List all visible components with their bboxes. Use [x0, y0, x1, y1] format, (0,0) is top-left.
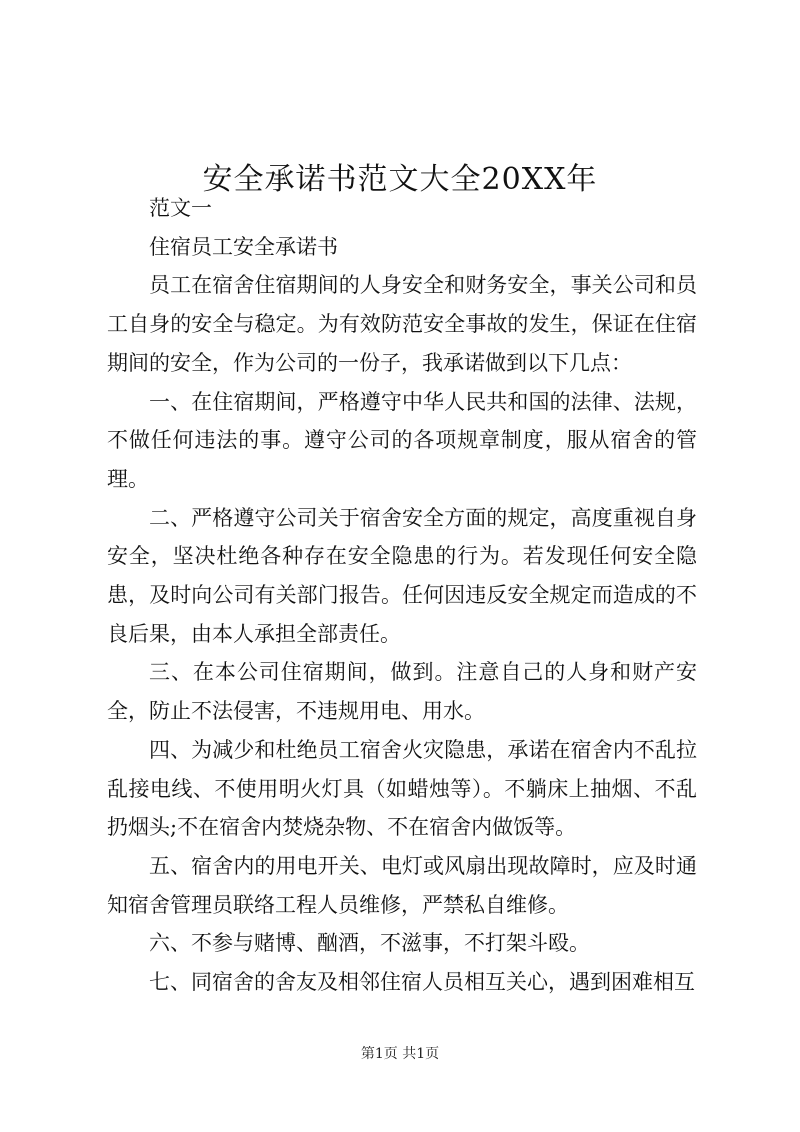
paragraph-subtitle: 住宿员工安全承诺书: [149, 234, 338, 259]
document-title: 安全承诺书范文大全20XX年: [202, 162, 598, 198]
paragraph-sample-heading: 范文一: [149, 196, 212, 220]
paragraph-item-7: 七、同宿舍的舍友及相邻住宿人员相互关心，遇到困难相互: [149, 970, 695, 995]
paragraph-item-5: 五、宿舍内的用电开关、电灯或风扇出现故障时，应及时通知宿舍管理员联络工程人员维修，严禁私自维修。: [107, 853, 697, 917]
document-body: [107, 189, 697, 1002]
paragraph-intro: 员工在宿舍住宿期间的人身安全和财务安全，事关公司和员工自身的安全与稳定。为有效防范安全事故的发生，保证在住宿期间的安全，作为公司的一份子，我承诺做到以下几点：: [107, 273, 697, 375]
paragraph-item-4: 四、为减少和杜绝员工宿舍火灾隐患，承诺在宿舍内不乱拉乱接电线、不使用明火灯具（如蜡烛等）。不躺床上抽烟、不乱扔烟头;不在宿舍内焚烧杂物、不在宿舍内做饭等。: [107, 737, 697, 840]
paragraph-item-2: 二、严格遵守公司关于宿舍安全方面的规定，高度重视自身安全，坚决杜绝各种存在安全隐患的行为。若发现任何安全隐患，及时向公司有关部门报告。任何因违反安全规定而造成的不良后果，由本人承担全部责任。: [107, 505, 697, 646]
paragraph-item-6: 六、不参与赌博、酗酒，不滋事，不打架斗殴。: [149, 931, 590, 956]
paragraph-item-3: 三、在本公司住宿期间，做到。注意自己的人身和财产安全，防止不法侵害，不违规用电、用水。: [107, 660, 697, 724]
page-footer: 第1页 共1页: [360, 1046, 440, 1062]
paragraph-item-1: 一、在住宿期间，严格遵守中华人民共和国的法律、法规，不做任何违法的事。遵守公司的各项规章制度，服从宿舍的管理。: [107, 389, 697, 491]
